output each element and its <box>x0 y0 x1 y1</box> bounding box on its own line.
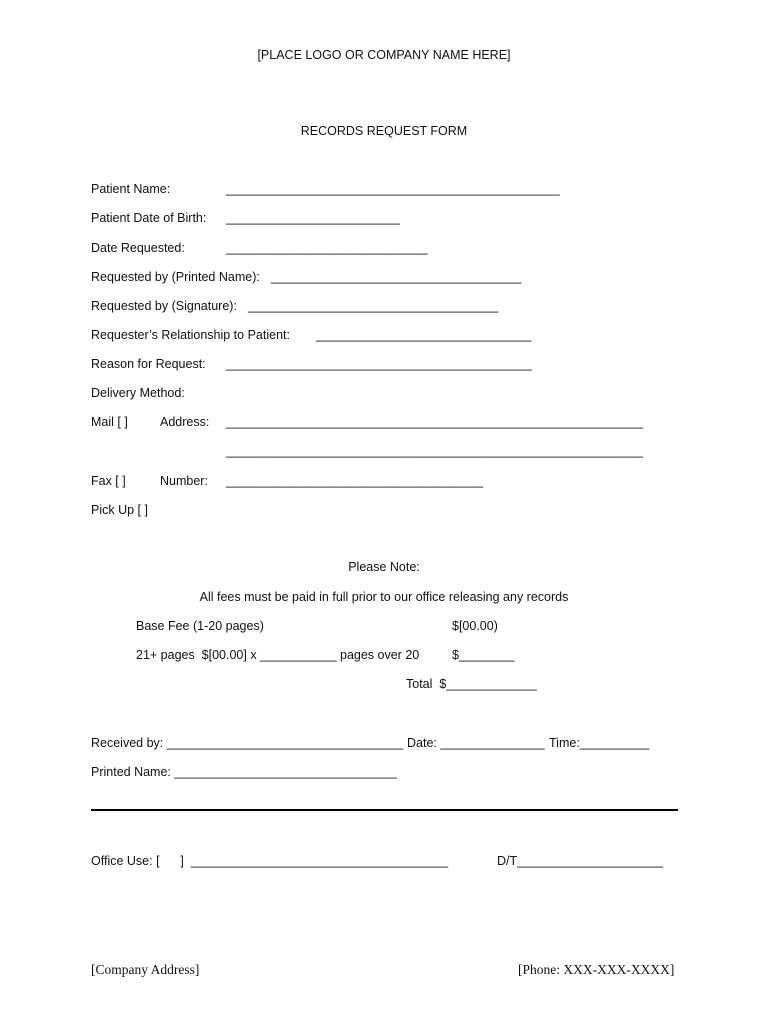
fax-number-label: Number: <box>160 474 208 488</box>
logo-placeholder: [PLACE LOGO OR COMPANY NAME HERE] <box>257 48 511 62</box>
address-field-line-1[interactable]: ____________________________________________________________ <box>226 415 644 429</box>
base-fee-label: Base Fee (1-20 pages) <box>136 619 264 633</box>
form-title: RECORDS REQUEST FORM <box>300 124 468 138</box>
office-dt-field[interactable]: D/T_____________________ <box>497 854 664 868</box>
note-heading: Please Note: <box>348 560 420 574</box>
fax-number-field[interactable]: _____________________________________ <box>226 474 484 488</box>
requested-by-printed-label: Requested by (Printed Name): <box>91 270 260 284</box>
requested-by-printed-field[interactable]: ____________________________________ <box>271 270 522 284</box>
patient-name-label: Patient Name: <box>91 182 171 196</box>
mail-checkbox[interactable]: Mail [ ] <box>91 415 128 429</box>
address-label: Address: <box>160 415 210 429</box>
printed-name-field[interactable]: Printed Name: ________________________________ <box>91 765 397 779</box>
note-text: All fees must be paid in full prior to our office releasing any records <box>199 590 569 604</box>
received-by-field[interactable]: Received by: __________________________________ <box>91 736 404 750</box>
received-date-field[interactable]: Date: _______________ <box>407 736 545 750</box>
fax-checkbox[interactable]: Fax [ ] <box>91 474 126 488</box>
patient-name-field[interactable]: ________________________________________________ <box>226 182 560 196</box>
patient-dob-label: Patient Date of Birth: <box>91 211 207 225</box>
delivery-method-label: Delivery Method: <box>91 386 185 400</box>
company-phone: [Phone: XXX-XXX-XXXX] <box>518 962 675 977</box>
relationship-label: Requester’s Relationship to Patient: <box>91 328 290 342</box>
patient-dob-field[interactable]: _________________________ <box>226 211 400 225</box>
office-use-field[interactable]: Office Use: [ ] _____________________________________ <box>91 854 449 868</box>
date-requested-field[interactable]: _____________________________ <box>226 241 428 255</box>
company-address: [Company Address] <box>91 962 200 977</box>
requested-by-signature-label: Requested by (Signature): <box>91 299 237 313</box>
extra-pages-amount[interactable]: $________ <box>452 648 515 662</box>
relationship-field[interactable]: _______________________________ <box>316 328 532 342</box>
pickup-checkbox[interactable]: Pick Up [ ] <box>91 503 148 517</box>
received-time-field[interactable]: Time:__________ <box>549 736 650 750</box>
extra-pages-line[interactable]: 21+ pages $[00.00] x ___________ pages over 20 <box>136 648 420 662</box>
total-field[interactable]: Total $_____________ <box>406 677 537 691</box>
address-field-line-2[interactable]: ____________________________________________________________ <box>226 444 644 458</box>
requested-by-signature-field[interactable]: ____________________________________ <box>248 299 499 313</box>
base-fee-value: $[00.00) <box>452 619 498 633</box>
reason-label: Reason for Request: <box>91 357 206 371</box>
reason-field[interactable]: ____________________________________________ <box>226 357 532 371</box>
section-divider <box>91 809 678 811</box>
date-requested-label: Date Requested: <box>91 241 185 255</box>
